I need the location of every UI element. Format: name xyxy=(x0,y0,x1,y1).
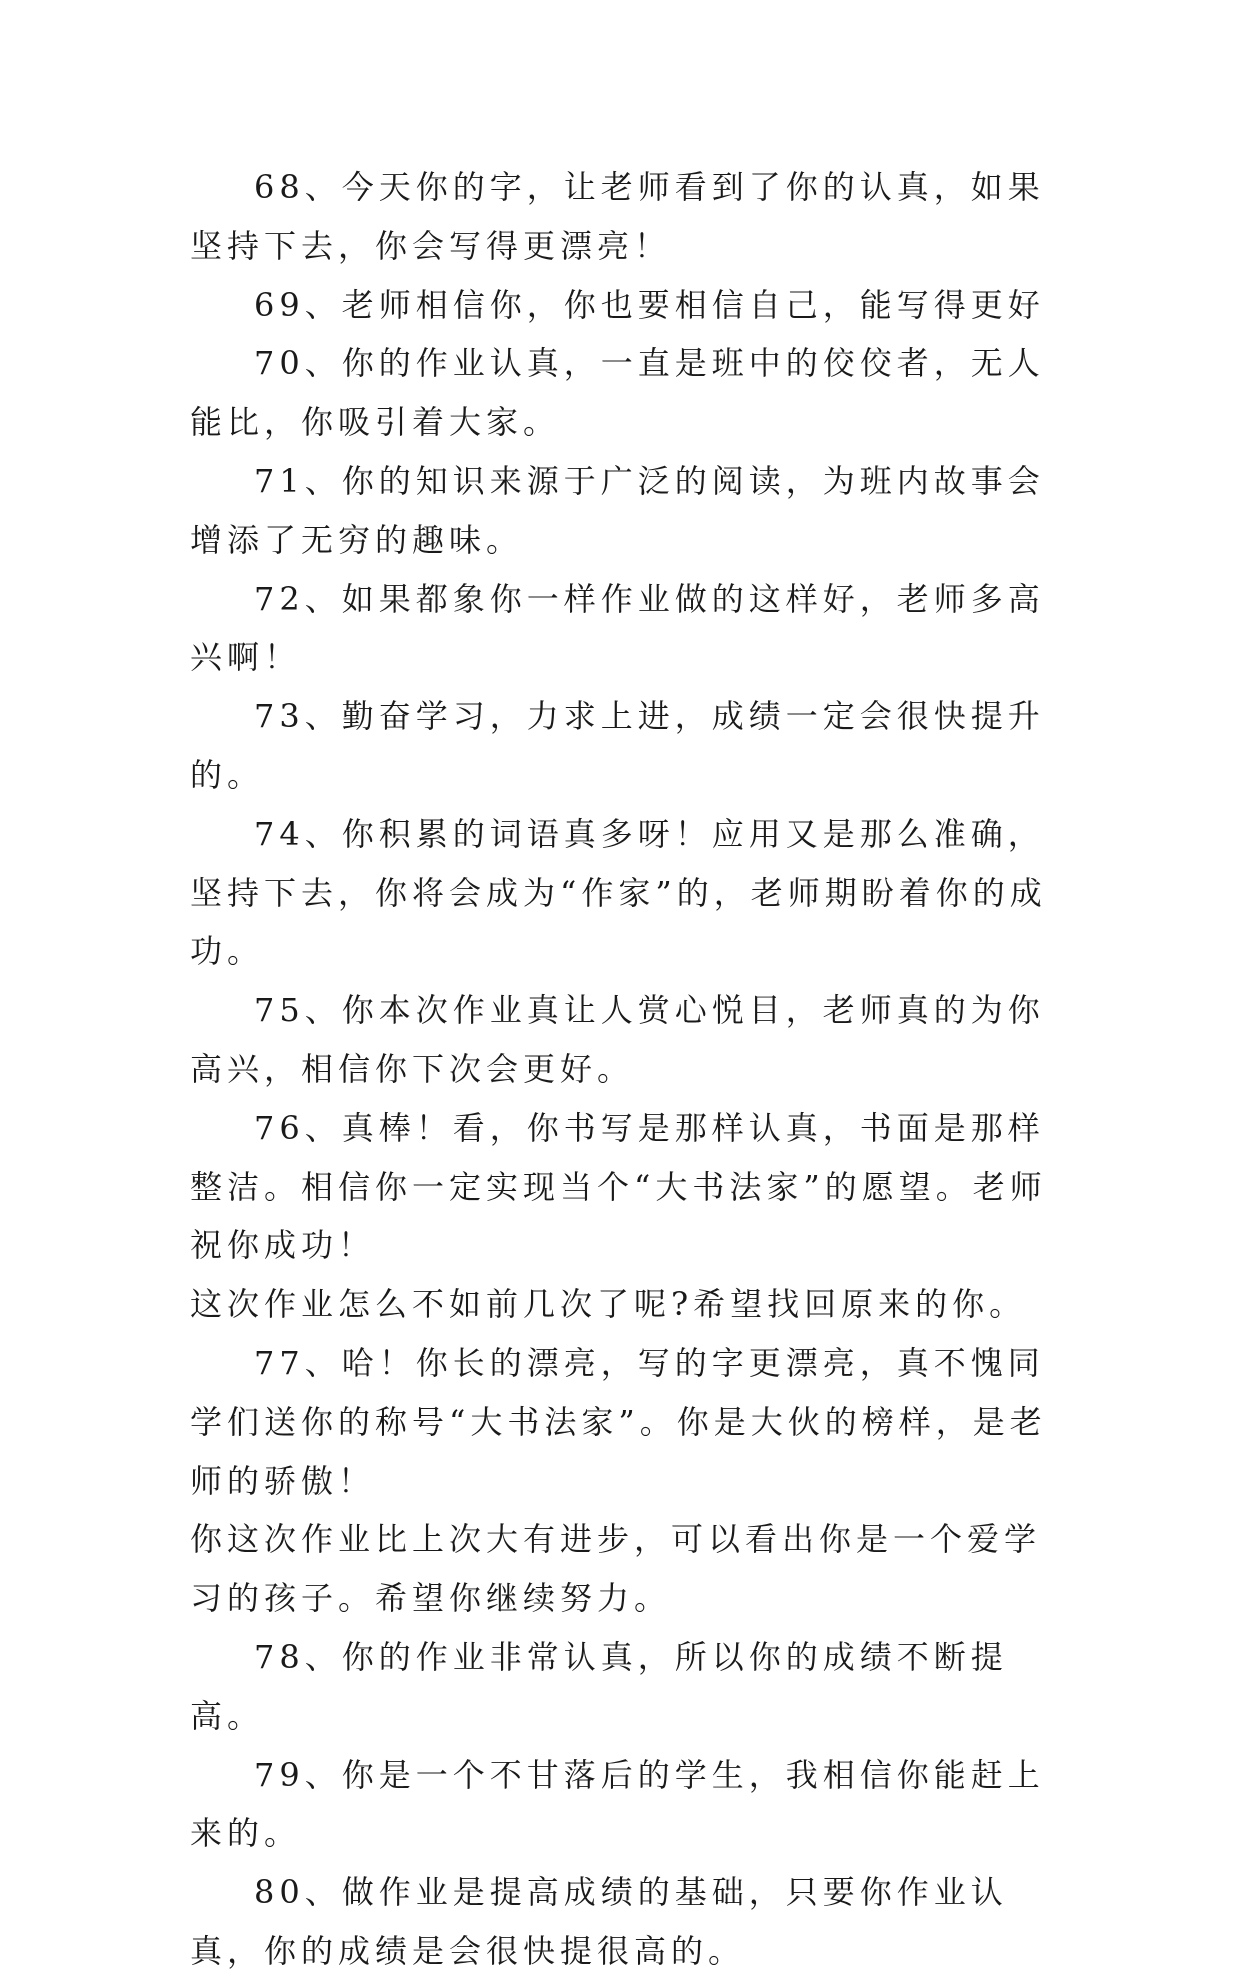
paragraph-69: 69、老师相信你，你也要相信自己，能写得更好 xyxy=(254,285,1045,324)
paragraph-77-continued: 你这次作业比上次大有进步，可以看出你是一个爱学习的孩子。希望你继续努力。 xyxy=(190,1520,1042,1618)
paragraph-80: 80、做作业是提高成绩的基础，只要你作业认真，你的成绩是会很快提很高的。 xyxy=(190,1873,1008,1970)
paragraph-79: 79、你是一个不甘落后的学生，我相信你能赶上来的。 xyxy=(190,1755,1045,1853)
paragraph-72: 72、如果都象你一样作业做的这样好，老师多高兴啊！ xyxy=(190,579,1045,677)
paragraph-77: 77、哈！你长的漂亮，写的字更漂亮，真不愧同学们送你的称号“大书法家”。你是大伙的榜样，是老师的骄傲！ xyxy=(190,1343,1047,1500)
paragraph-76: 76、真棒！看，你书写是那样认真，书面是那样整洁。相信你一定实现当个“大书法家”的愿望。老师祝你成功！ xyxy=(190,1108,1047,1265)
paragraph-74: 74、你积累的词语真多呀！应用又是那么准确，坚持下去，你将会成为“作家”的，老师期盼着你的成功。 xyxy=(190,814,1047,971)
paragraph-73: 73、勤奋学习，力求上进，成绩一定会很快提升的。 xyxy=(190,697,1045,794)
paragraph-70: 70、你的作业认真，一直是班中的佼佼者，无人能比，你吸引着大家。 xyxy=(190,344,1045,442)
paragraph-76-continued: 这次作业怎么不如前几次了呢?希望找回原来的你。 xyxy=(190,1285,1027,1324)
paragraph-78: 78、你的作业非常认真，所以你的成绩不断提高。 xyxy=(190,1637,1008,1735)
paragraph-75: 75、你本次作业真让人赏心悦目，老师真的为你高兴，相信你下次会更好。 xyxy=(190,991,1045,1088)
paragraph-71: 71、你的知识来源于广泛的阅读，为班内故事会增添了无穷的趣味。 xyxy=(190,461,1045,559)
document-body xyxy=(190,158,1070,1981)
paragraph-68: 68、今天你的字，让老师看到了你的认真，如果坚持下去，你会写得更漂亮！ xyxy=(190,168,1045,265)
